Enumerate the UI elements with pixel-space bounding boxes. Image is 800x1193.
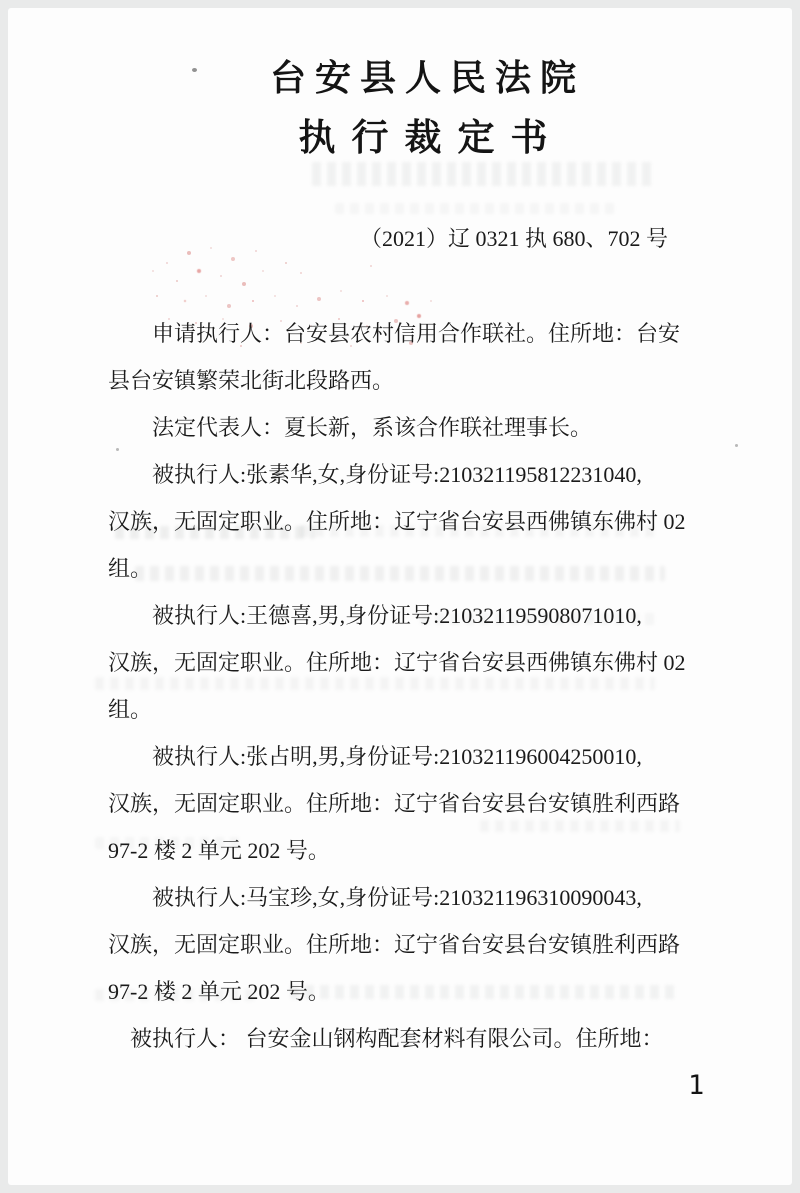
- page-number: 1: [688, 1070, 705, 1101]
- red-stamp-residue: [8, 8, 10, 10]
- case-number: （2021）辽 0321 执 680、702 号: [359, 226, 668, 251]
- document-line: 被执行人:张占明,男,身份证号:210321196004250010,: [152, 744, 642, 769]
- document-line: 被执行人:王德喜,男,身份证号:210321195908071010,: [152, 603, 642, 628]
- document-line: 汉族，无固定职业。住所地：辽宁省台安县西佛镇东佛村 02: [108, 509, 686, 534]
- document-line: 汉族，无固定职业。住所地：辽宁省台安县西佛镇东佛村 02: [108, 650, 686, 675]
- document-type-title: 执行裁定书: [298, 118, 564, 159]
- bleedthrough-artifact: [335, 203, 615, 214]
- document-line: 汉族，无固定职业。住所地：辽宁省台安县台安镇胜利西路: [108, 932, 681, 957]
- document-line: 97-2 楼 2 单元 202 号。: [108, 979, 330, 1004]
- document-line: 被执行人： 台安金山钢构配套材料有限公司。住所地：: [130, 1026, 664, 1051]
- document-line: 申请执行人：台安县农村信用合作联社。住所地：台安: [152, 321, 681, 346]
- document-line: 组。: [108, 556, 153, 581]
- bleedthrough-artifact: [312, 162, 657, 186]
- document-page: [8, 8, 792, 1185]
- document-line: 组。: [108, 697, 153, 722]
- document-line: 被执行人:马宝珍,女,身份证号:210321196310090043,: [152, 885, 642, 910]
- document-line: 法定代表人：夏长新，系该合作联社理事长。: [152, 415, 593, 440]
- court-name-title: 台安县人民法院: [269, 58, 585, 98]
- body-lines: [108, 310, 792, 1062]
- document-line: 汉族，无固定职业。住所地：辽宁省台安县台安镇胜利西路: [108, 791, 681, 816]
- document-line: 97-2 楼 2 单元 202 号。: [108, 838, 330, 863]
- document-line: 被执行人:张素华,女,身份证号:210321195812231040,: [152, 462, 642, 487]
- document-line: 县台安镇繁荣北街北段路西。: [108, 368, 395, 393]
